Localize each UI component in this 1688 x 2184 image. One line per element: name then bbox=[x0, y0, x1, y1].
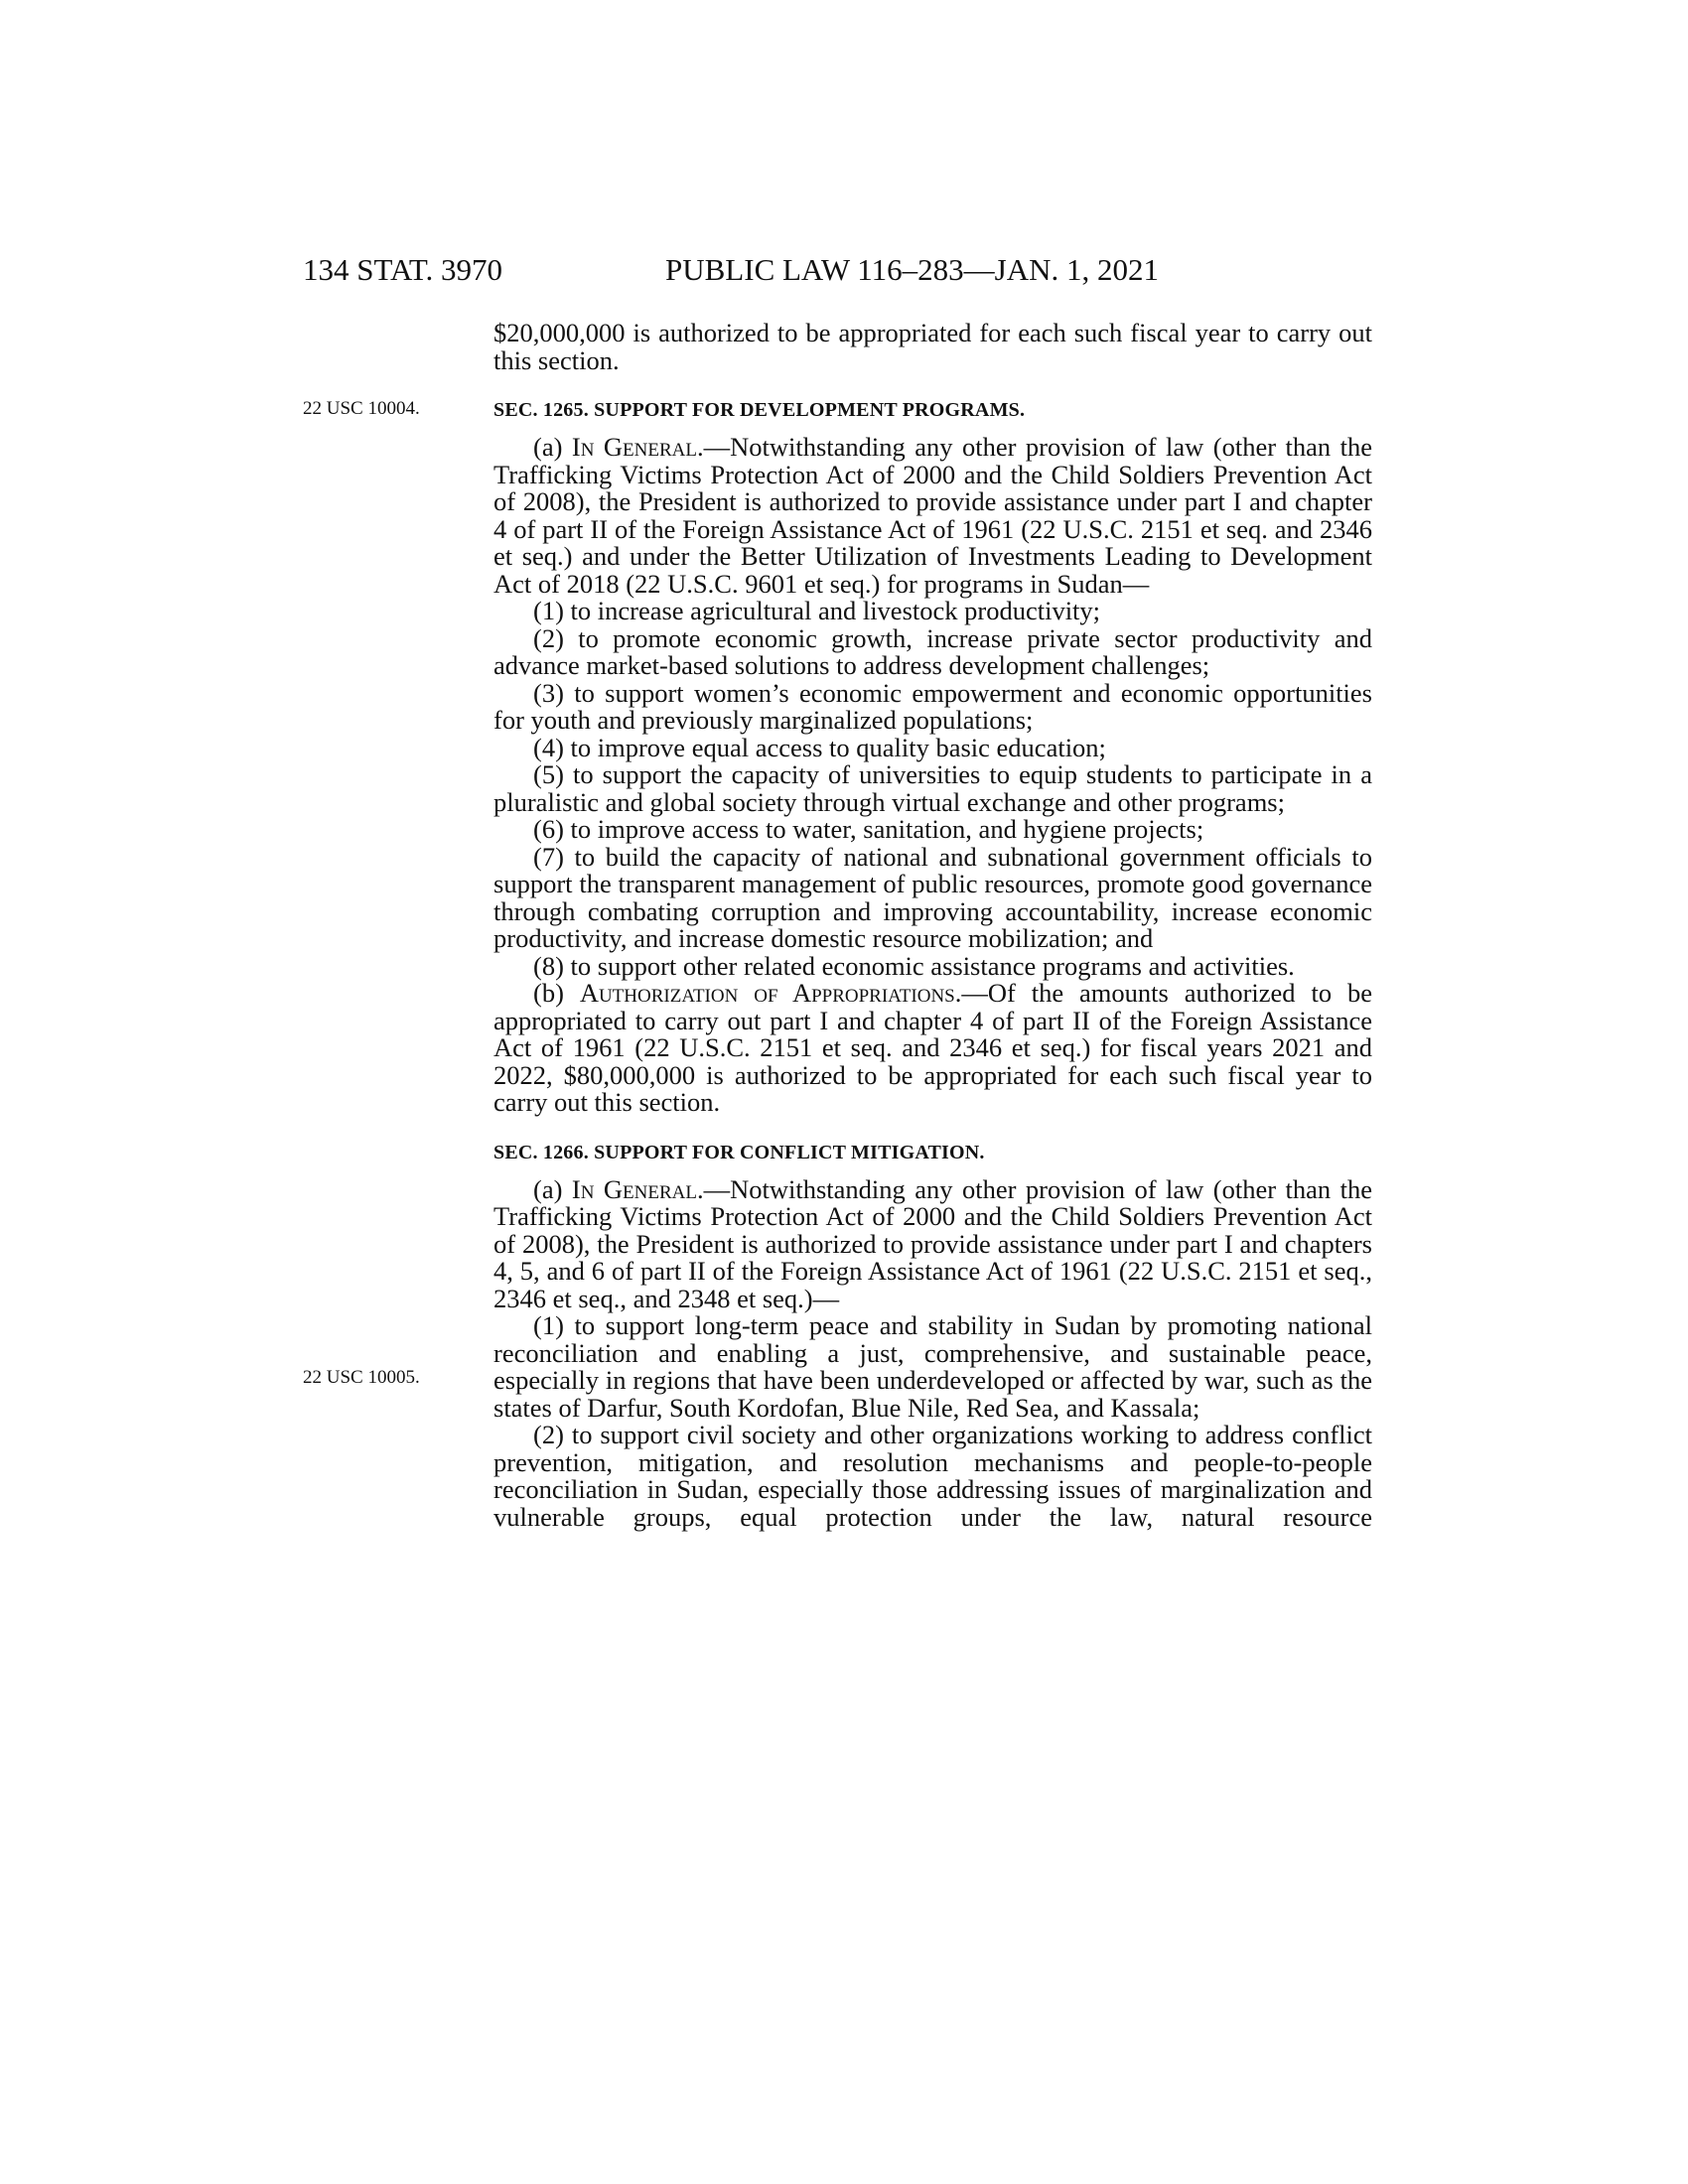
sec1266-subsection-a bbox=[493, 1173, 1372, 1313]
sec1265-b-body: .—Of the amounts authorized to be appropriated to carry out part I and chapter 4 of part II of the Foreign Assistance Act of 1961 (22 U.S.C. 2151 et seq. and 2346 et seq.) for fiscal years 2021 and 2022, $80,000,000 is authorized to be appropriated for each such fiscal year to carry out this section. bbox=[493, 978, 1372, 1117]
sec1265-b-number: (b) bbox=[533, 978, 580, 1008]
sec1266-a-number: (a) bbox=[533, 1173, 572, 1204]
section-1265-heading: SEC. 1265. SUPPORT FOR DEVELOPMENT PROGRAMS. bbox=[493, 399, 1026, 421]
sec1265-subsection-b bbox=[493, 980, 1372, 1117]
sec1266-a-caption: In General bbox=[571, 1173, 697, 1204]
sec1265-a-caption: In General bbox=[571, 432, 697, 462]
sec1265-item-2: (2) to promote economic growth, increase private sector productivity and advance market-based solutions to address development challenges; bbox=[493, 622, 1372, 680]
sec1265-item-1: (1) to increase agricultural and livestock productivity; bbox=[533, 596, 1101, 625]
sec1265-subsection-a bbox=[493, 434, 1372, 598]
carryover-paragraph: $20,000,000 is authorized to be appropriated for each such fiscal year to carry out this section. bbox=[493, 318, 1372, 375]
sec1265-a-number: (a) bbox=[533, 432, 572, 462]
sec1265-a-body: .—Notwithstanding any other provision of law (other than the Trafficking Victims Protection Act of 2000 and the Child Soldiers Prevention Act of 2008), the President is authorized to provide assistance under part I and chapter 4 of part II of the Foreign Assistance Act of 1961 (22 U.S.C. 2151 et seq. and 2346 et seq.) and under the Better Utilization of Investments Leading to Development Act of 2018 (22 U.S.C. 9601 et seq.) for programs in Sudan— bbox=[493, 432, 1372, 599]
page-header bbox=[303, 250, 1375, 290]
sec1265-item-7: (7) to build the capacity of national and subnational government officials to support the transparent management of public resources, promote good governance through combating corruption and improving accountability, increase economic productivity, and increase domestic resource mobilization; and bbox=[493, 841, 1372, 953]
sec1265-item-4: (4) to improve equal access to quality basic education; bbox=[533, 732, 1106, 762]
sec1265-b-caption: Authorization of Appropriations bbox=[579, 978, 955, 1008]
public-law-title: PUBLIC LAW 116–283—JAN. 1, 2021 bbox=[665, 252, 1159, 287]
statute-page-reference: 134 STAT. 3970 bbox=[303, 252, 503, 287]
sec1266-item-2: (2) to support civil society and other organizations working to address conflict prevention, mitigation, and resolution mechanisms and people-to-people reconciliation in Sudan, especially those addressing issues of marginalization and vulnerable groups, equal protection under the law, natural resource bbox=[493, 1420, 1372, 1532]
document-body bbox=[493, 320, 1372, 1531]
sec1265-item-3: (3) to support women’s economic empowerment and economic opportunities for youth and previously marginalized populations; bbox=[493, 677, 1372, 735]
sec1266-a-body: .—Notwithstanding any other provision of law (other than the Trafficking Victims Protection Act of 2000 and the Child Soldiers Prevention Act of 2008), the President is authorized to provide assistance under part I and chapters 4, 5, and 6 of part II of the Foreign Assistance Act of 1961 (22 U.S.C. 2151 et seq., 2346 et seq., and 2348 et seq.)— bbox=[493, 1173, 1372, 1313]
margin-note-sec1265: 22 USC 10004. bbox=[303, 398, 420, 419]
section-1266-heading: SEC. 1266. SUPPORT FOR CONFLICT MITIGATION. bbox=[493, 1141, 985, 1163]
sec1266-item-1: (1) to support long-term peace and stability in Sudan by promoting national reconciliation and enabling a just, comprehensive, and sustainable peace, especially in regions that have been underdeveloped or affected by war, such as the states of Darfur, South Kordofan, Blue Nile, Red Sea, and Kassala; bbox=[493, 1310, 1372, 1423]
sec1265-item-5: (5) to support the capacity of universities to equip students to participate in a pluralistic and global society through virtual exchange and other programs; bbox=[493, 759, 1372, 817]
margin-note-sec1266: 22 USC 10005. bbox=[303, 1367, 420, 1388]
sec1265-item-6: (6) to improve access to water, sanitation, and hygiene projects; bbox=[533, 814, 1204, 844]
sec1265-item-8: (8) to support other related economic assistance programs and activities. bbox=[533, 950, 1295, 981]
